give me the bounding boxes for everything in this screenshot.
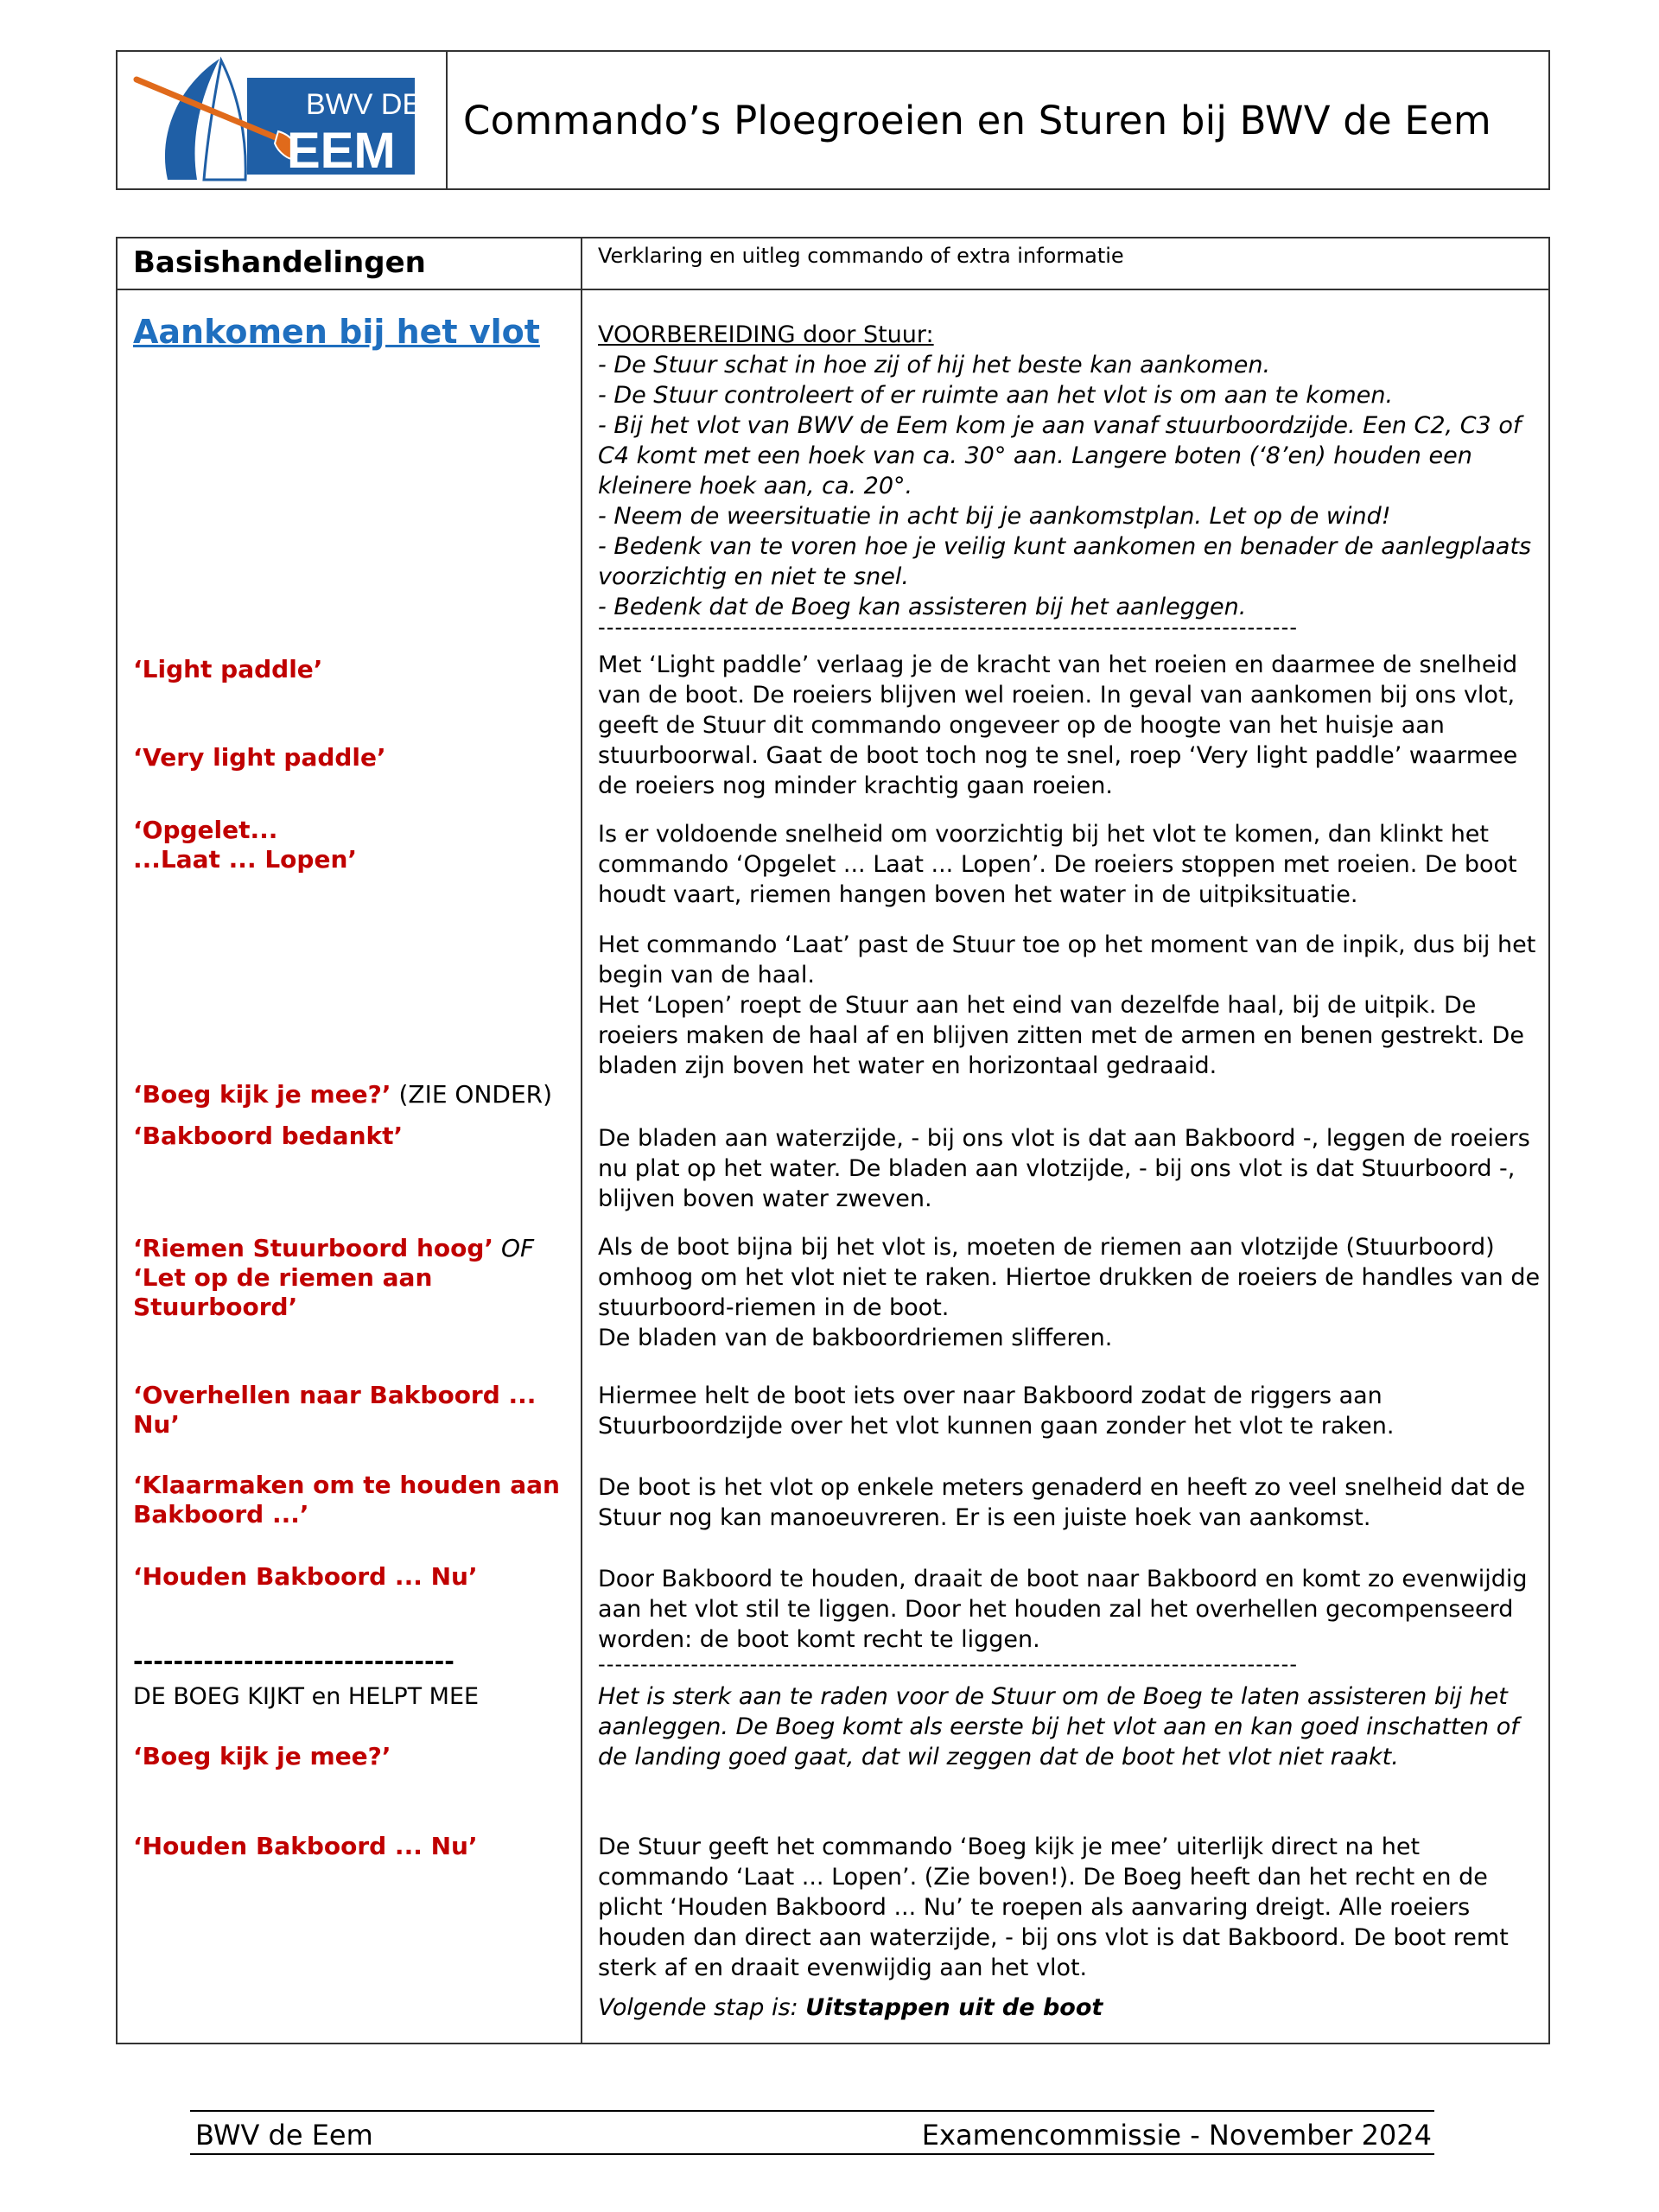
commands-table	[116, 237, 1550, 2044]
cmd-klaarmaken: ‘Klaarmaken om te houden aan Bakboord ...’	[133, 1471, 560, 1529]
logo-text-top: BWV DE	[306, 88, 423, 121]
txt-light-paddle: Met ‘Light paddle’ verlaag je de kracht van het roeien en daarmee de snelheid van de boot. De roeiers blijven wel roeien. In geval van aankomen bij ons vlot, geeft de Stuur dit commando ongeveer op de hoogte van het huisje aan stuurboorwal. Gaat de boot toch nog te snel, roep ‘Very light paddle’ waarmee de roeiers nog minder krachtig gaan roeien.	[598, 652, 1518, 799]
voorbereiding-line: - Neem de weersituatie in acht bij je aankomstplan. Let op de wind!	[598, 503, 1391, 530]
cmd-bakboord-bedankt: ‘Bakboord bedankt’	[133, 1122, 404, 1150]
txt-lopen: Het ‘Lopen’ roept de Stuur aan het eind van dezelfde haal, bij de uitpik. De roeiers maken de haal af en blijven zitten met de armen en benen gestrekt. De bladen zijn boven het water en horizontaal gedraaid.	[598, 992, 1524, 1079]
left-separator: --------------------------------	[133, 1647, 454, 1675]
txt-boeg-advies: Het is sterk aan te raden voor de Stuur om de Boeg te laten assisteren bij het aanleggen. De Boeg komt als eerste bij het vlot aan en kan goed inschatten of de landing goed gaat, dat wil zeggen dat de boot het vlot niet raakt.	[598, 1683, 1519, 1770]
cmd-opgelet-line2: ...Laat ... Lopen’	[133, 845, 358, 874]
cmd-riemen	[133, 1234, 574, 1322]
txt-laat-lopen	[598, 930, 1545, 1081]
volgende-prefix: Volgende stap is:	[598, 1994, 806, 2021]
volgende-stap	[598, 1993, 1545, 2023]
txt-laat: Het commando ‘Laat’ past de Stuur toe op het moment van de inpik, dus bij het begin van de haal.	[598, 931, 1536, 988]
voorbereiding-title: VOORBEREIDING door Stuur:	[598, 321, 934, 348]
cmd-boeg-kijk-label: ‘Boeg kijk je mee?’	[133, 1080, 391, 1109]
cmd-boeg-kijk-note: (ZIE ONDER)	[391, 1080, 553, 1109]
cmd-houden-bakboord: ‘Houden Bakboord ... Nu’	[133, 1562, 478, 1591]
logo-cell	[118, 52, 448, 188]
voorbereiding-line: - Bedenk dat de Boeg kan assisteren bij het aanleggen.	[598, 594, 1247, 620]
section-title-aankomen[interactable]: Aankomen bij het vlot	[133, 313, 540, 351]
txt-opgelet: Is er voldoende snelheid om voorzichtig bij het vlot te komen, dan klinkt het commando ‘Opgelet ... Laat ... Lopen’. De roeiers stoppen met roeien. De boot houdt vaart, riemen hangen boven het water in de uitpiksituatie.	[598, 821, 1517, 908]
column-header-basishandelingen: Basishandelingen	[133, 245, 426, 280]
voorbereiding-line: - De Stuur controleert of er ruimte aan het vlot is om aan te komen.	[598, 382, 1394, 409]
cmd-riemen-of: OF	[493, 1234, 535, 1262]
txt-houden-bakboord-2: De Stuur geeft het commando ‘Boeg kijk je mee’ uiterlijk direct na het commando ‘Laat ... Lopen’. (Zie boven!). De Boeg heeft dan het recht en de plicht ‘Houden Bakboord ... Nu’ te roepen als aanvaring dreigt. Alle roeiers houden dan direct aan waterzijde, - bij ons vlot is dat Bakboord. De boot remt sterk af en draait evenwijdig aan het vlot.	[598, 1834, 1509, 1981]
page-title: Commando’s Ploegroeien en Sturen bij BWV de Eem	[463, 97, 1491, 143]
txt-klaarmaken: De boot is het vlot op enkele meters genaderd en heeft zo veel snelheid dat de Stuur nog kan manoeuvreren. Er is een juiste hoek van aankomst.	[598, 1474, 1526, 1531]
cmd-opgelet-line1: ‘Opgelet...	[133, 816, 278, 844]
txt-bakboord-bedankt: De bladen aan waterzijde, - bij ons vlot is dat aan Bakboord -, leggen de roeiers nu plat op het water. De bladen aan vlotzijde, - bij ons vlot is dat Stuurboord -, blijven boven water zweven.	[598, 1125, 1530, 1212]
column-divider	[581, 238, 582, 2043]
voorbereiding-block	[598, 320, 1545, 622]
cmd-opgelet	[133, 816, 574, 874]
txt-houden-bakboord: Door Bakboord te houden, draait de boot naar Bakboord en komt zo evenwijdig aan het vlot stil te liggen. Door het houden zal het overhellen gecompenseerd worden: de boot komt recht te liggen.	[598, 1566, 1528, 1653]
cmd-boeg-kijk-2: ‘Boeg kijk je mee?’	[133, 1742, 391, 1770]
volgende-link: Uitstappen uit de boot	[805, 1994, 1103, 2021]
cmd-houden-bakboord-2: ‘Houden Bakboord ... Nu’	[133, 1832, 478, 1860]
cmd-light-paddle: ‘Light paddle’	[133, 655, 323, 683]
column-header-verklaring: Verklaring en uitleg commando of extra informatie	[598, 244, 1124, 268]
separator-line: -----------------------------------------------------------------------------------	[598, 1652, 1299, 1676]
voorbereiding-line: - Bedenk van te voren hoe je veilig kunt aankomen en benader de aanlegplaats voorzichtig en niet te snel.	[598, 533, 1532, 590]
footer-top-rule	[190, 2110, 1434, 2112]
header-row-divider	[118, 289, 1548, 290]
txt-riemen-2: De bladen van de bakboordriemen slifferen.	[598, 1325, 1113, 1351]
voorbereiding-line: - De Stuur schat in hoe zij of hij het beste kan aankomen.	[598, 352, 1271, 378]
cmd-boeg-kijkt-helpt: DE BOEG KIJKT en HELPT MEE	[133, 1683, 480, 1710]
txt-riemen-1: Als de boot bijna bij het vlot is, moeten de riemen aan vlotzijde (Stuurboord) omhoog om het vlot niet te raken. Hiertoe drukken de roeiers de handles van de stuurboord-riemen in de boot.	[598, 1234, 1541, 1321]
logo-text-bottom: EEM	[287, 123, 396, 179]
cmd-very-light-paddle: ‘Very light paddle’	[133, 743, 386, 772]
txt-overhellen: Hiermee helt de boot iets over naar Bakboord zodat de riggers aan Stuurboordzijde over het vlot kunnen gaan zonder het vlot te raken.	[598, 1382, 1395, 1440]
cmd-riemen-line2: ‘Let op de riemen aan Stuurboord’	[133, 1263, 433, 1321]
voorbereiding-line: - Bij het vlot van BWV de Eem kom je aan vanaf stuurboordzijde. Een C2, C3 of C4 komt met een hoek van ca. 30° aan. Langere boten (‘8’en) houden een kleinere hoek aan, ca. 20°.	[598, 412, 1522, 499]
footer-organisation: BWV de Eem	[195, 2119, 373, 2152]
document-header	[116, 50, 1550, 190]
separator-line: -----------------------------------------------------------------------------------	[598, 615, 1299, 639]
footer-bottom-rule	[190, 2153, 1434, 2155]
cmd-overhellen: ‘Overhellen naar Bakboord ... Nu’	[133, 1381, 537, 1439]
cmd-boeg-kijk	[133, 1080, 617, 1109]
bwv-de-eem-logo	[118, 52, 444, 188]
footer-date: Examencommissie - November 2024	[921, 2119, 1432, 2152]
txt-riemen	[598, 1232, 1545, 1353]
cmd-riemen-line1: ‘Riemen Stuurboord hoog’	[133, 1234, 494, 1262]
